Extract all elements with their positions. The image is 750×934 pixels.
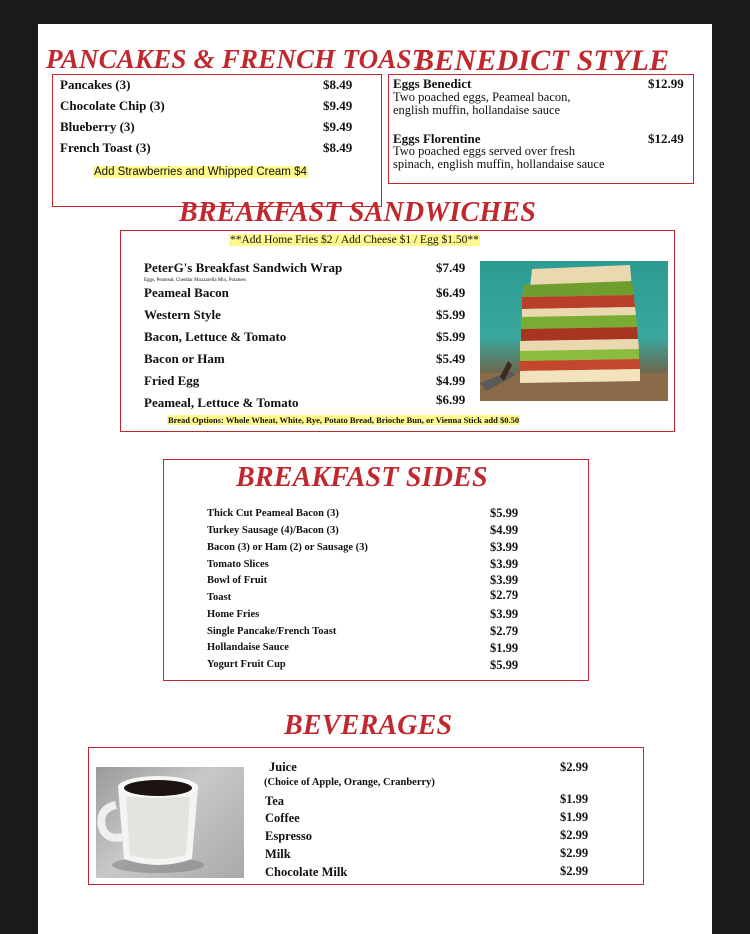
menu-item-name: Peameal, Lettuce & Tomato: [144, 395, 299, 410]
menu-item-name: Toast: [207, 592, 232, 603]
pancakes-addon: Add Strawberries and Whipped Cream $4: [94, 166, 307, 178]
menu-item-price: $9.49: [323, 119, 353, 134]
menu-item-name: Milk: [265, 847, 291, 861]
menu-item-name: Bacon or Ham: [144, 351, 225, 366]
menu-item-price: $1.99: [560, 810, 589, 824]
menu-item-name: Thick Cut Peameal Bacon (3): [207, 508, 339, 519]
menu-item-price: $2.79: [490, 624, 519, 638]
coffee-cup-illustration: [96, 767, 244, 878]
menu-item-name: Peameal Bacon: [144, 285, 229, 300]
menu-item-name: Home Fries: [207, 609, 260, 620]
menu-item-price: $4.99: [436, 373, 466, 388]
sandwiches-title: BREAKFAST SANDWICHES: [179, 197, 537, 228]
menu-item-name: Turkey Sausage (4)/Bacon (3): [207, 525, 339, 536]
benedict-title: BENEDICT STYLE: [414, 44, 670, 77]
menu-item-price: $2.99: [560, 846, 589, 860]
menu-item-name: Espresso: [265, 829, 313, 843]
menu-item-price: $8.49: [323, 77, 353, 92]
menu-item-price: $1.99: [560, 792, 589, 806]
menu-item-price: $4.99: [490, 523, 519, 537]
menu-item-name: Single Pancake/French Toast: [207, 626, 337, 637]
menu-item-name: Pancakes (3): [60, 77, 131, 92]
menu-item-description: english muffin, hollandaise sauce: [393, 103, 561, 117]
menu-item-price: $6.99: [436, 392, 466, 407]
menu-item-price: $3.99: [490, 607, 519, 621]
menu-item-name: Chocolate Milk: [265, 865, 348, 879]
beverages-title: BEVERAGES: [284, 710, 453, 741]
menu-item-price: $5.49: [436, 351, 466, 366]
menu-item-price: $6.49: [436, 285, 466, 300]
menu-item-description: Two poached eggs served over fresh: [393, 144, 576, 158]
menu-item-name: Coffee: [265, 811, 300, 825]
coffee-photo: [96, 767, 244, 878]
menu-item-price: $12.99: [648, 76, 684, 91]
menu-item-price: $2.99: [560, 864, 589, 878]
menu-item-price: $3.99: [490, 557, 519, 571]
menu-item-price: $5.99: [436, 307, 466, 322]
menu-page: [38, 24, 712, 934]
sides-title: BREAKFAST SIDES: [236, 462, 488, 493]
menu-item-price: $3.99: [490, 573, 519, 587]
menu-item-price: $5.99: [436, 329, 466, 344]
menu-item-name: Eggs Benedict: [393, 76, 472, 91]
pancakes-title: PANCAKES & FRENCH TOAST: [46, 44, 429, 74]
menu-item-name: Yogurt Fruit Cup: [207, 659, 286, 670]
sandwich-illustration: [480, 261, 668, 401]
menu-item-name: Hollandaise Sauce: [207, 642, 289, 653]
menu-item-name: Tomato Slices: [207, 559, 269, 570]
menu-item-price: $2.99: [560, 828, 589, 842]
menu-item-price: $8.49: [323, 140, 353, 155]
menu-item-name: Juice: [269, 760, 297, 774]
menu-item-name: Chocolate Chip (3): [60, 98, 165, 113]
menu-item-price: $5.99: [490, 506, 519, 520]
menu-item-name: Bacon, Lettuce & Tomato: [144, 329, 287, 344]
menu-item-name: Bacon (3) or Ham (2) or Sausage (3): [207, 542, 368, 553]
menu-item-name: Blueberry (3): [60, 119, 135, 134]
menu-item-name: Eggs Florentine: [393, 131, 481, 146]
sandwich-photo: [480, 261, 668, 401]
menu-item-price: $12.49: [648, 131, 684, 146]
menu-item-price: $2.79: [490, 588, 519, 602]
menu-item-price: $2.99: [560, 760, 589, 774]
menu-item-name: Western Style: [144, 307, 221, 322]
menu-item-name: French Toast (3): [60, 140, 151, 155]
menu-item-name: PeterG's Breakfast Sandwich Wrap: [144, 260, 343, 275]
menu-item-price: $3.99: [490, 540, 519, 554]
menu-item-price: $1.99: [490, 641, 519, 655]
menu-item-name: Tea: [265, 794, 284, 808]
menu-item-note: Eggs, Peameal, Cheddar Mozzarella Mix, Potatoes: [144, 278, 246, 283]
menu-item-price: $7.49: [436, 260, 466, 275]
menu-item-price: $9.49: [323, 98, 353, 113]
bread-options: Bread Options: Whole Wheat, White, Rye, Potato Bread, Brioche Bun, or Vienna Stick add $0.50: [168, 415, 520, 425]
menu-item-name: Bowl of Fruit: [207, 575, 268, 586]
menu-item-description: Two poached eggs, Peameal bacon,: [393, 90, 571, 104]
menu-item-description: spinach, english muffin, hollandaise sauce: [393, 157, 605, 171]
menu-item-price: $5.99: [490, 658, 519, 672]
menu-item-name: Fried Egg: [144, 373, 200, 388]
juice-note: (Choice of Apple, Orange, Cranberry): [264, 777, 435, 788]
sandwiches-addons: **Add Home Fries $2 / Add Cheese $1 / Egg $1.50**: [230, 234, 479, 246]
